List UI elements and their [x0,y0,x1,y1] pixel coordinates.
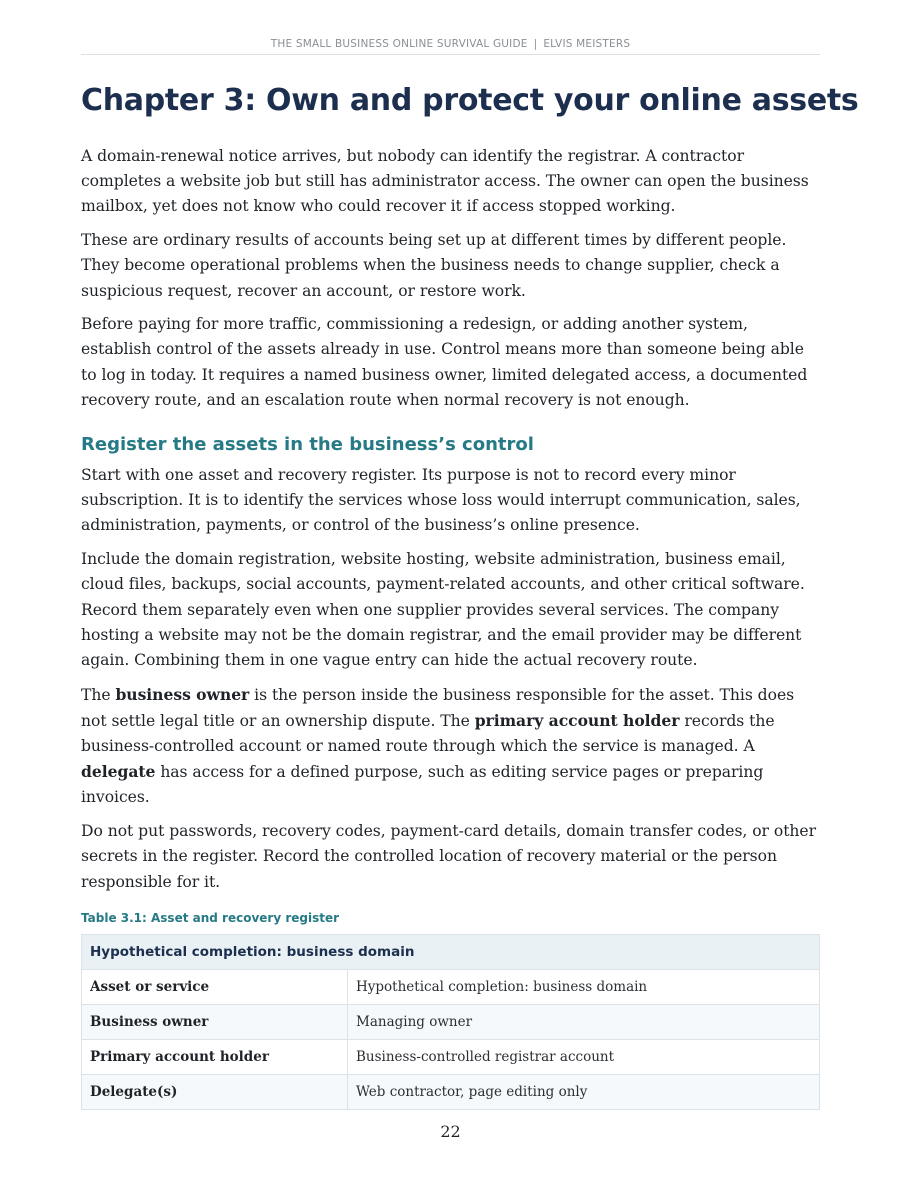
text-run: The [81,685,116,704]
page-number: 22 [440,1122,461,1141]
term-business-owner: business owner [115,684,250,704]
row-value: Managing owner [348,1004,820,1039]
running-header [81,38,820,55]
table-header-row [82,934,820,969]
intro-paragraph-3: Before paying for more traffic, commissioning a redesign, or adding another system, establish control of the assets already in use. Control means more than someone being able to log in today. It requires a named business owner, limited delegated access, a documented recovery route, and an escalation route when normal recovery is not enough. [81,315,808,409]
section-paragraph-2: Include the domain registration, website hosting, website administration, business email, cloud files, backups, social accounts, payment-related accounts, and other critical software. Record them separately even when one supplier provides several services. The company hosting a website may not be the domain registrar, and the email provider may be different again. Combining them in one vague entry can hide the actual recovery route. [81,550,805,669]
row-value: Web contractor, page editing only [348,1074,820,1109]
table-caption: Table 3.1: Asset and recovery register [81,910,340,925]
intro-paragraph-1: A domain-renewal notice arrives, but nobody can identify the registrar. A contractor completes a website job but still has administrator access. The owner can open the business mailbox, yet does not know who could recover it if access stopped working. [81,147,809,216]
text-run: records the business-controlled account or named route through which the service is managed. A [81,711,775,756]
table-row [82,969,820,1004]
book-title: THE SMALL BUSINESS ONLINE SURVIVAL GUIDE [270,38,528,50]
section-paragraph-4: Do not put passwords, recovery codes, payment-card details, domain transfer codes, or other secrets in the register. Record the controlled location of recovery material or the person responsible for it. [81,822,816,891]
table-row [82,1074,820,1109]
term-delegate: delegate [81,762,156,782]
text-run: is the person inside the business responsible for the asset. This does not settle legal title or an ownership dispute. The [81,685,795,730]
row-label: Business owner [82,1004,348,1039]
table-row [82,1004,820,1039]
row-value: Business-controlled registrar account [348,1039,820,1074]
section-paragraph-3 [81,682,820,811]
section-paragraph-1: Start with one asset and recovery register. Its purpose is not to record every minor subscription. It is to identify the services whose loss would interrupt communication, sales, administration, payments, or control of the business’s online presence. [81,466,801,535]
asset-register-table [81,934,820,1110]
header-separator: | [533,38,538,50]
table-row [82,1039,820,1074]
chapter-body [81,144,820,1110]
section-heading: Register the assets in the business’s control [81,434,534,456]
term-primary-account-holder: primary account holder [474,710,680,730]
intro-paragraph-2: These are ordinary results of accounts being set up at different times by different people. They become operational problems when the business needs to change supplier, check a suspicious request, recover an account, or restore work. [81,231,787,300]
row-label: Primary account holder [82,1039,348,1074]
row-label: Delegate(s) [82,1074,348,1109]
text-run: has access for a defined purpose, such as editing service pages or preparing invoices. [81,763,764,807]
row-label: Asset or service [82,969,348,1004]
table-header-cell: Hypothetical completion: business domain [82,934,820,969]
author-name: ELVIS MEISTERS [543,38,631,50]
row-value: Hypothetical completion: business domain [348,969,820,1004]
chapter-title: Chapter 3: Own and protect your online assets [81,83,859,118]
